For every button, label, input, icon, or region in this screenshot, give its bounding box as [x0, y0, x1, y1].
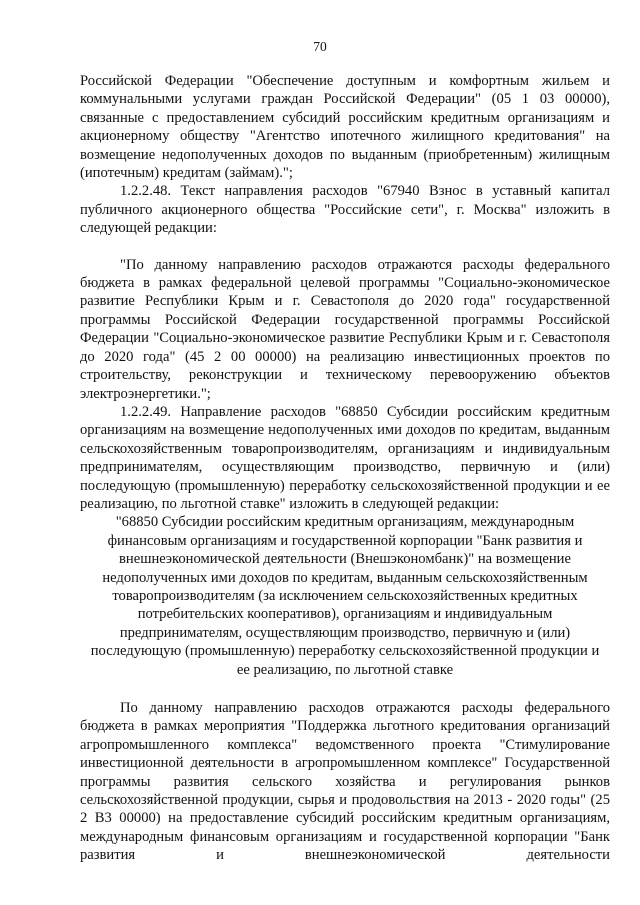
paragraph-description-68850: По данному направлению расходов отражаются расходы федерального бюджета в рамках мероприятия "Поддержка льготного кредитования организаций агропромышленного комплекса" ведомственного проекта "Стимулирование инвестиционной деятельности в агропромышленном комплексе" Государственной программы развития сельского хозяйства и регулирования рынков сельскохозяйственной продукции, сырья и продовольствия на 2013 - 2020 годы" (25 2 В3 00000) на предоставление субсидий российским кредитным организациям, международным финансовым организациям и государственной корпорации "Банк развития и внешнеэкономической деятельности: [80, 700, 610, 864]
paragraph-item-1-2-2-48: 1.2.2.48. Текст направления расходов "67940 Взнос в уставный капитал публичного акционерного общества "Российские сети", г. Москва" изложить в следующей редакции:: [80, 183, 610, 237]
paragraph-quoted-67940: "По данному направлению расходов отражаются расходы федерального бюджета в рамках федеральной целевой программы "Социально-экономическое развитие Республики Крым и г. Севастополя до 2020 года" государственной программы Российской Федерации государственной программы Российской Федерации "Социально-экономическое развитие Республики Крым и г. Севастополя до 2020 года" (45 2 00 00000) на реализацию инвестиционных проектов по строительству, реконструкции и техническому перевооружению объектов электроэнергетики.";: [80, 256, 610, 402]
document-body: [80, 72, 610, 865]
paragraph-continuation: Российской Федерации "Обеспечение доступным и комфортным жильем и коммунальными услугами граждан Российской Федерации" (05 1 03 00000), связанные с предоставлением субсидий российским кредитным организациям и акционерному обществу "Агентство ипотечного жилищного кредитования" на возмещение недополученных доходов по выданным (приобретенным) жилищным (ипотечным) кредитам (займам).";: [80, 73, 610, 182]
page-number: 70: [313, 39, 327, 54]
paragraph-item-1-2-2-49: 1.2.2.49. Направление расходов "68850 Субсидии российским кредитным организациям на возмещение недополученных ими доходов по кредитам, выданным сельскохозяйственным товаропроизводителям, организациям и индивидуальным предпринимателям, осуществляющим производство, первичную и (или) последующую (промышленную) переработку сельскохозяйственной продукции и ее реализацию, по льготной ставке" изложить в следующей редакции:: [80, 403, 610, 512]
centered-heading-68850: "68850 Субсидии российским кредитным организациям, международным финансовым организациям и государственной корпорации "Банк развития и внешнеэкономической деятельности (Внешэкономбанк)" на возмещение недополученных ими доходов по кредитам, выданным сельскохозяйственным товаропроизводителям (за исключением сельскохозяйственных кредитных потребительских кооперативов), организациям и индивидуальным предпринимателям, осуществляющим производство, первичную и (или) последующую (промышленную) переработку сельскохозяйственной продукции и ее реализацию, по льготной ставке: [90, 514, 600, 678]
